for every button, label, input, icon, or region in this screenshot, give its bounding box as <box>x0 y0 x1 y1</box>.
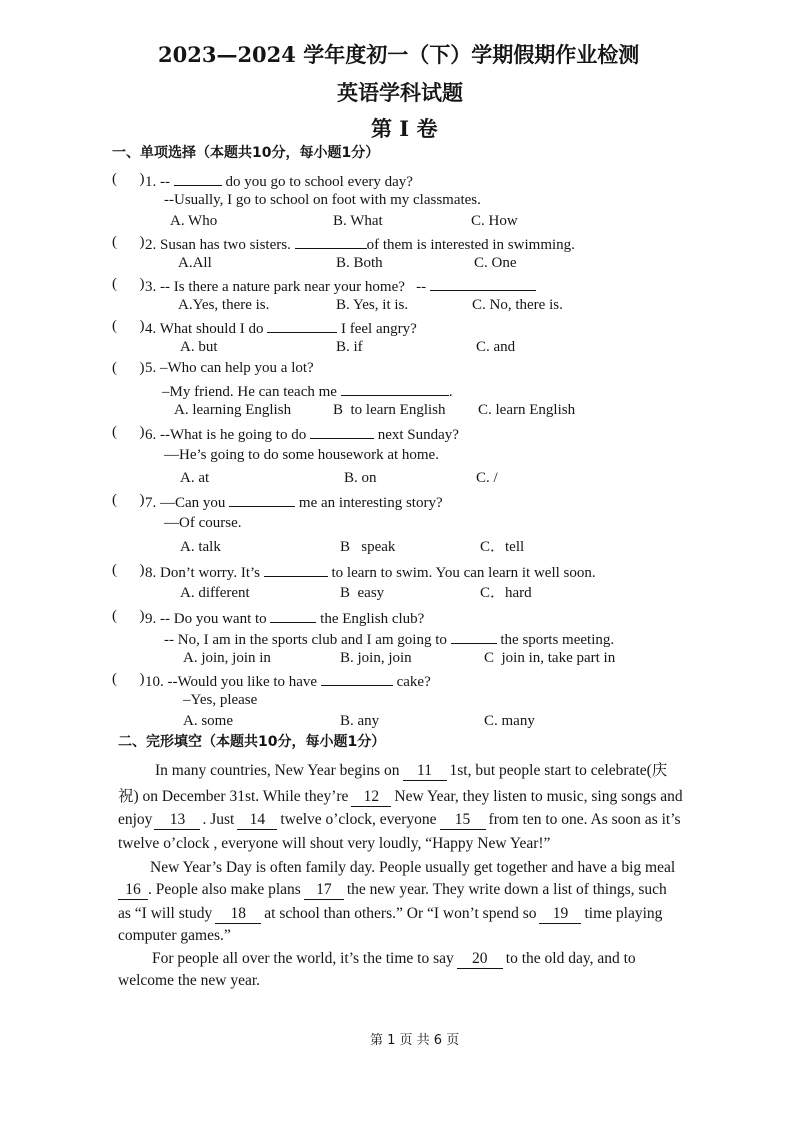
blank-13: 13 <box>154 812 200 830</box>
answer-blank <box>310 425 374 439</box>
line-pre: -- No, I am in the sports club and I am going to <box>164 632 451 648</box>
question-stem <box>145 319 417 337</box>
option-a: A.Yes, there is. <box>178 297 270 313</box>
answer-paren: ( ) <box>112 671 145 687</box>
passage-line <box>118 882 667 900</box>
passage-line: twelve o’clock , everyone will shout very loudly, “Happy New Year!” <box>118 835 551 852</box>
passage-line <box>118 789 683 807</box>
option-c: C. One <box>474 255 517 271</box>
question-stem: 5. –Who can help you a lot? <box>145 360 314 376</box>
answer-paren: ( ) <box>112 492 145 508</box>
question-stem <box>145 493 443 511</box>
option-c: C. and <box>476 339 516 355</box>
passage-line: computer games.” <box>118 927 231 944</box>
option-b: B. Yes, it is. <box>336 297 409 313</box>
answer-blank <box>295 235 367 249</box>
stem-pre: 6. --What is he going to do <box>145 427 310 443</box>
blank-11: 11 <box>403 763 447 781</box>
option-a: A. learning English <box>174 402 292 418</box>
option-a: A. different <box>180 585 250 601</box>
question-dialog-line: —Of course. <box>164 515 242 531</box>
option-c: C. / <box>476 470 498 486</box>
text: New Year, they listen to music, sing songs and <box>394 788 683 805</box>
option-b: B. join, join <box>340 650 412 666</box>
question-stem <box>145 235 575 253</box>
option-c: C. How <box>471 213 518 229</box>
text: For people all over the world, it’s the time to say <box>152 950 454 967</box>
passage-line <box>118 906 662 924</box>
line-post: the sports meeting. <box>496 632 615 648</box>
text: from ten to one. As soon as it’s <box>488 811 681 828</box>
option-a: A. but <box>180 339 218 355</box>
passage-line <box>118 812 681 830</box>
blank-20: 20 <box>457 951 503 969</box>
question-stem <box>145 672 431 690</box>
stem-pre: 10. --Would you like to have <box>145 674 321 690</box>
text: time playing <box>584 905 663 922</box>
stem-post: of them is interested in swimming. <box>366 237 575 253</box>
option-a: A. Who <box>170 213 218 229</box>
text: twelve o’clock, everyone <box>280 811 437 828</box>
stem-pre: 2. Susan has two sisters. <box>145 237 295 253</box>
section-heading-choice: 一、单项选择（本题共10分，每小题1分） <box>112 145 380 161</box>
exam-title: 2023—2024 学年度初一（下）学期假期作业检测 <box>158 42 640 67</box>
option-b: B. on <box>344 470 377 486</box>
answer-paren: ( ) <box>112 360 145 376</box>
answer-blank <box>430 277 536 291</box>
option-c: C. No, there is. <box>472 297 563 313</box>
answer-blank <box>270 609 316 623</box>
passage-line: New Year’s Day is often family day. People usually get together and have a big meal <box>150 859 676 876</box>
blank-18: 18 <box>215 906 261 924</box>
text: 祝) on December 31st. While they’re <box>118 788 349 805</box>
question-stem <box>145 609 424 627</box>
option-c: C. many <box>484 713 535 729</box>
answer-blank <box>264 563 328 577</box>
stem-post: me an interesting story? <box>295 495 443 511</box>
answer-blank <box>174 172 222 186</box>
answer-blank <box>341 382 449 396</box>
text: as “I will study <box>118 905 213 922</box>
answer-paren: ( ) <box>112 318 145 334</box>
option-b: B. if <box>336 339 363 355</box>
stem-pre: 1. -- <box>145 174 174 190</box>
text: the new year. They write down a list of things, such <box>346 881 667 898</box>
text: 1st, but people start to celebrate(庆 <box>449 762 668 779</box>
answer-paren: ( ) <box>112 608 145 624</box>
answer-blank <box>229 493 295 507</box>
answer-paren: ( ) <box>112 171 145 187</box>
stem-post: next Sunday? <box>373 427 459 443</box>
page-number: 第 1 页 共 6 页 <box>370 1033 460 1048</box>
text: at school than others.” Or “I won’t spend so <box>264 905 537 922</box>
question-dialog-line <box>164 630 614 648</box>
answer-paren: ( ) <box>112 276 145 292</box>
stem-post: cake? <box>392 674 431 690</box>
stem-post: the English club? <box>316 611 425 627</box>
stem-pre: 4. What should I do <box>145 321 268 337</box>
option-a: A.All <box>178 255 212 271</box>
question-stem <box>145 172 413 190</box>
option-b: B to learn English <box>333 402 446 418</box>
question-dialog-line: --Usually, I go to school on foot with my classmates. <box>164 192 481 208</box>
text: . Just <box>202 811 235 828</box>
option-b: B easy <box>340 585 385 601</box>
blank-14: 14 <box>237 812 277 830</box>
option-c: C．tell <box>480 539 525 555</box>
question-stem <box>145 563 596 581</box>
question-dialog-line: —He’s going to do some housework at home. <box>164 447 439 463</box>
question-stem <box>145 277 536 295</box>
option-b: B. Both <box>336 255 383 271</box>
answer-paren: ( ) <box>112 234 145 250</box>
text: In many countries, New Year begins on <box>155 762 400 779</box>
option-c: C. learn English <box>478 402 576 418</box>
stem-pre: 7. —Can you <box>145 495 230 511</box>
line-post: . <box>448 384 453 400</box>
line-pre: –My friend. He can teach me <box>162 384 341 400</box>
question-dialog-line <box>162 382 452 400</box>
text: enjoy <box>118 811 153 828</box>
stem-post: do you go to school every day? <box>221 174 413 190</box>
exam-subject: 英语学科试题 <box>337 80 463 105</box>
stem-post: I feel angry? <box>337 321 417 337</box>
blank-17: 17 <box>304 882 344 900</box>
stem-post: to learn to swim. You can learn it well soon. <box>327 565 596 581</box>
stem-pre: 8. Don’t worry. It’s <box>145 565 264 581</box>
option-a: A. talk <box>180 539 221 555</box>
volume-label: 第 I 卷 <box>371 116 438 141</box>
stem-pre: 9. -- Do you want to <box>145 611 271 627</box>
answer-paren: ( ) <box>112 424 145 440</box>
blank-16: 16 <box>118 882 148 900</box>
answer-blank <box>267 319 337 333</box>
option-c: C．hard <box>480 585 532 601</box>
blank-19: 19 <box>539 906 581 924</box>
passage-line: welcome the new year. <box>118 972 261 989</box>
option-b: B speak <box>340 539 396 555</box>
passage-line <box>155 763 667 781</box>
blank-12: 12 <box>351 789 391 807</box>
text: . People also make plans <box>148 881 301 898</box>
option-b: B. What <box>333 213 383 229</box>
passage-line <box>152 951 636 969</box>
question-stem <box>145 425 459 443</box>
option-a: A. join, join in <box>183 650 271 666</box>
option-a: A. some <box>183 713 233 729</box>
text: to the old day, and to <box>505 950 636 967</box>
answer-blank <box>451 630 497 644</box>
option-a: A. at <box>180 470 210 486</box>
answer-paren: ( ) <box>112 562 145 578</box>
blank-15: 15 <box>440 812 486 830</box>
question-dialog-line: –Yes, please <box>183 692 258 708</box>
stem-pre: 3. -- Is there a nature park near your home? -- <box>145 279 430 295</box>
option-c: C join in, take part in <box>484 650 616 666</box>
answer-blank <box>321 672 393 686</box>
option-b: B. any <box>340 713 380 729</box>
section-heading-cloze: 二、完形填空（本题共10分，每小题1分） <box>118 734 386 750</box>
